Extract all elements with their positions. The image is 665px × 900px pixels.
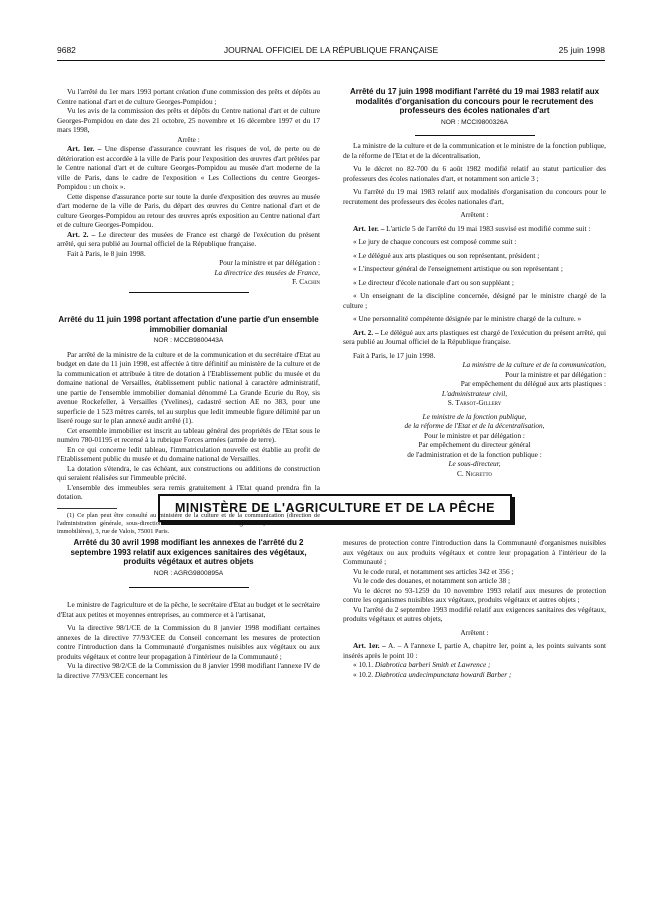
signature-line: Le ministre de la fonction publique, — [422, 411, 527, 421]
item-text: Diabrotica barberi Smith et Lawrence ; — [373, 660, 491, 669]
paragraph: Vu l'arrêté du 2 septembre 1993 modifié relatif aux exigences sanitaires des végétaux, produits végétaux et autres objets, — [343, 604, 606, 623]
signature-name: C. Nigretto — [456, 468, 493, 478]
separator — [129, 292, 249, 293]
article-label: Art. 2. – — [67, 229, 96, 239]
paragraph: La dotation s'étendra, le cas échéant, aux constructions ou additions de construction qui seraient réalisées sur l'immeuble précité. — [57, 463, 320, 482]
quoted-line: « Une personnalité compétente désignée par le ministre chargé de la culture. » — [353, 314, 582, 323]
signature-name: F. Cachin — [292, 277, 320, 286]
right-column-top — [343, 87, 606, 478]
paragraph: Vu l'arrêté du 19 mai 1983 relatif aux modalités d'organisation du concours pour le recrutement des professeurs des écoles nationales d'art, — [343, 187, 606, 206]
item-number: « 10.2. — [353, 669, 374, 679]
signature-line: Pour la ministre et par délégation : — [505, 369, 606, 379]
paragraph: Vu le code des douanes, et notamment son article 38 ; — [353, 576, 511, 585]
signature-line: Pour la ministre et par délégation : — [219, 258, 320, 267]
article-label: Art. 2. – — [353, 327, 379, 337]
article-label: Art. 1er. – — [353, 641, 386, 650]
nor-reference: NOR : MCCI9800326A — [440, 118, 509, 126]
arretent-heading: Arrêtent : — [460, 627, 489, 637]
footnote: (1) Ce plan peut être consulté au ministère de la culture et de la communication (direction de l'administration générale, sous-direction des affaires financières et générales, bureau des affaires immobilières), 3, rue de Valois, 75001 Paris. — [57, 511, 320, 535]
nor-reference: NOR : MCCB9800443A — [153, 337, 224, 344]
left-column-top — [57, 87, 320, 298]
paragraph: Cet ensemble immobilier est inscrit au tableau général des propriétés de l'Etat sous le numéro 780-01195 et recensé à la rubrique Forces armées (armée de terre). — [57, 425, 320, 444]
paragraph: Vu le décret no 93-1259 du 10 novembre 1993 relatif aux mesures de protection contre les organismes nuisibles aux végétaux, produits végétaux et autres objets ; — [343, 585, 606, 604]
article-1 — [343, 641, 606, 660]
signature-line: Pour le ministre et par délégation : — [424, 430, 525, 440]
paragraph: Le ministre de l'agriculture et de la pêche, le secrétaire d'Etat au budget et le secrétaire d'Etat aux petites et moyennes entreprises, au commerce et à l'artisanat, — [57, 600, 320, 619]
paragraph: La ministre de la culture et de la communication et le ministre de la fonction publique, de la réforme de l'Etat et de la décentralisation, — [343, 141, 606, 160]
left-column-bottom — [57, 538, 320, 680]
article-label: Art. 1er. – — [67, 144, 102, 153]
item-text: Diabrotica undecimpunctata howardi Barber ; — [373, 669, 512, 679]
article-text: L'article 5 de l'arrêté du 19 mai 1983 susvisé est modifié comme suit : — [384, 223, 591, 233]
signature-line: L'administrateur civil, — [441, 388, 508, 398]
paragraph: Vu le code rural, et notamment ses articles 342 et 356 ; — [353, 566, 514, 576]
quoted-line: « L'inspecteur général de l'enseignement artistique ou son représentant ; — [353, 264, 563, 273]
quoted-line: « Le jury de chaque concours est composé comme suit : — [353, 237, 517, 246]
article-text: Une dispense d'assurance couvrant les risques de vol, de perte ou de détérioration est accordée à la ville de Paris pour l'exposition des œuvres d'art prêtées par le Centre national d'art et de culture Georges-Pompidou au musée d'art moderne de la ville de Paris, dans le cadre de l'exposition « Les Collections du centre Georges-Pompidou : un choix ». — [57, 144, 321, 191]
quoted-line: « Le directeur d'école nationale d'art ou son suppléant ; — [353, 277, 514, 287]
issue-date: 25 juin 1998 — [558, 45, 605, 55]
separator — [129, 587, 249, 588]
paragraph: Vu la directive 98/2/CE de la Commission du 8 janvier 1998 modifiant l'annexe IV de la directive 77/93/CEE concernant les — [57, 661, 320, 680]
page-header — [57, 45, 605, 59]
paragraph: Cette dispense d'assurance porte sur toute la durée d'exposition des œuvres au musée d'art moderne de la ville de Paris, du départ des œuvres du Centre national d'art et de culture Georges-Pompidou au retour des œuvres après exposition au Centre national d'art et de culture Georges-Pompidou. — [57, 191, 320, 229]
paragraph: Par arrêté de la ministre de la culture et de la communication et du secrétaire d'Etat au budget en date du 11 juin 1998, est affectée à titre définitif au ministère de la culture et de la communication et attribuée à titre de dotation à l'Etablissement public du musée et du domaine national de Versailles, établissement public national à caractère administratif, une partie de l'ensemble immobilier domanial dénommé La Grande Ecurie du Roy, sis avenue Rockefeller, à Versailles (Yvelines), cadastré section AE no 383, pour une superficie de 1 523 mètres carrés, tel au surplus que ledit immeuble figure délimité par un liseré rouge sur le plan annexé audit arrêté (1). — [57, 349, 320, 425]
paragraph: Vu le décret no 82-700 du 6 août 1982 modifié relatif au statut particulier des professeurs des écoles nationales d'art, et notamment son article 3 ; — [343, 164, 606, 183]
right-column-bottom — [343, 538, 606, 679]
item-number: « 10.1. — [353, 660, 374, 669]
footnote-rule — [57, 508, 117, 509]
paragraph: mesures de protection contre l'introduction dans la Communauté d'organismes nuisibles aux végétaux ou aux produits végétaux et contre leur propagation à l'intérieur de la Communauté ; — [343, 538, 606, 566]
arretent-heading: Arrêtent : — [460, 210, 489, 219]
signature-line: La ministre de la culture et de la communication, — [462, 360, 606, 369]
paragraph: Vu l'arrêté du 1er mars 1993 portant création d'une commission des prêts et dépôts au Centre national d'art et de culture Georges-Pompidou ; — [57, 87, 320, 106]
arrete-heading: Arrête : — [177, 134, 200, 144]
article-2 — [343, 328, 606, 347]
signature-line: Par empêchement du directeur général — [418, 440, 531, 449]
article-2 — [57, 230, 320, 249]
header-rule — [57, 60, 605, 61]
decree-title: Arrêté du 11 juin 1998 portant affectation d'une partie d'un ensemble immobilier domanial — [58, 315, 319, 334]
ministry-banner: MINISTÈRE DE L'AGRICULTURE ET DE LA PÊCHE — [158, 494, 512, 522]
article-text: A. – A l'annexe I, partie A, chapitre Ier, point a, les points suivants sont insérés après le point 10 : — [343, 641, 606, 660]
decree-title: Arrêté du 17 juin 1998 modifiant l'arrêté du 19 mai 1983 relatif aux modalités d'organisation du concours pour le recrutement des professeurs des écoles nationales d'art — [349, 87, 600, 115]
page-number: 9682 — [57, 45, 76, 55]
quoted-line: « Le délégué aux arts plastiques ou son représentant, président ; — [353, 250, 540, 260]
signature-line: de l'administration et de la fonction publique : — [407, 449, 542, 459]
article-label: Art. 1er. – — [353, 223, 385, 233]
decree-title: Arrêté du 30 avril 1998 modifiant les annexes de l'arrêté du 2 septembre 1993 relatif aux exigences sanitaires des végétaux, produits végétaux et autres objets — [70, 538, 307, 566]
signature-line: Le sous-directeur, — [448, 459, 501, 468]
nor-reference: NOR : AGRG9800895A — [153, 569, 224, 577]
article-1 — [343, 224, 606, 234]
article-1 — [57, 144, 320, 192]
list-item — [343, 660, 606, 670]
journal-title: JOURNAL OFFICIEL DE LA RÉPUBLIQUE FRANÇAISE — [223, 45, 439, 55]
separator — [415, 135, 535, 136]
paragraph: Vu les avis de la commission des prêts et dépôts du Centre national d'art et de culture Georges-Pompidou en date des 21 octobre, 25 novembre et 16 décembre 1997 et du 17 mars 1998, — [57, 106, 320, 134]
paragraph: En ce qui concerne ledit tableau, l'immatriculation nouvelle est établie au profit de l'Etablissement public du musée et du domaine national de Versailles. — [57, 444, 320, 463]
quoted-line: « Un enseignant de la discipline concernée, désigné par le ministre chargé de la culture ; — [343, 291, 606, 310]
done-at: Fait à Paris, le 17 juin 1998. — [353, 350, 436, 360]
paragraph: L'ensemble des immeubles sera remis gratuitement à l'Etat quand prendra fin la dotation. — [57, 482, 320, 501]
article-text: Le délégué aux arts plastiques est chargé de l'exécution du présent arrêté, qui sera publié au Journal officiel de la République française. — [343, 327, 606, 346]
signature-name: S. Tarsot-Gillery — [447, 398, 502, 407]
signature-line: de la réforme de l'Etat et de la décentralisation, — [404, 421, 545, 430]
article-text: Le directeur des musées de France est chargé de l'exécution du présent arrêté, qui sera publié au Journal officiel de la République française. — [57, 229, 320, 248]
paragraph: Vu la directive 98/1/CE de la Commission du 8 janvier 1998 modifiant certaines annexes de la directive 77/93/CEE du Conseil concernant les mesures de protection contre l'introduction dans la Communauté d'organismes nuisibles aux végétaux ou aux produits végétaux et contre leur propagation à l'intérieur de la Communauté ; — [57, 623, 320, 661]
signature-line: Par empêchement du délégué aux arts plastiques : — [460, 379, 606, 388]
signature-line: La directrice des musées de France, — [214, 267, 320, 277]
done-at: Fait à Paris, le 8 juin 1998. — [67, 248, 146, 258]
list-item — [343, 670, 606, 680]
